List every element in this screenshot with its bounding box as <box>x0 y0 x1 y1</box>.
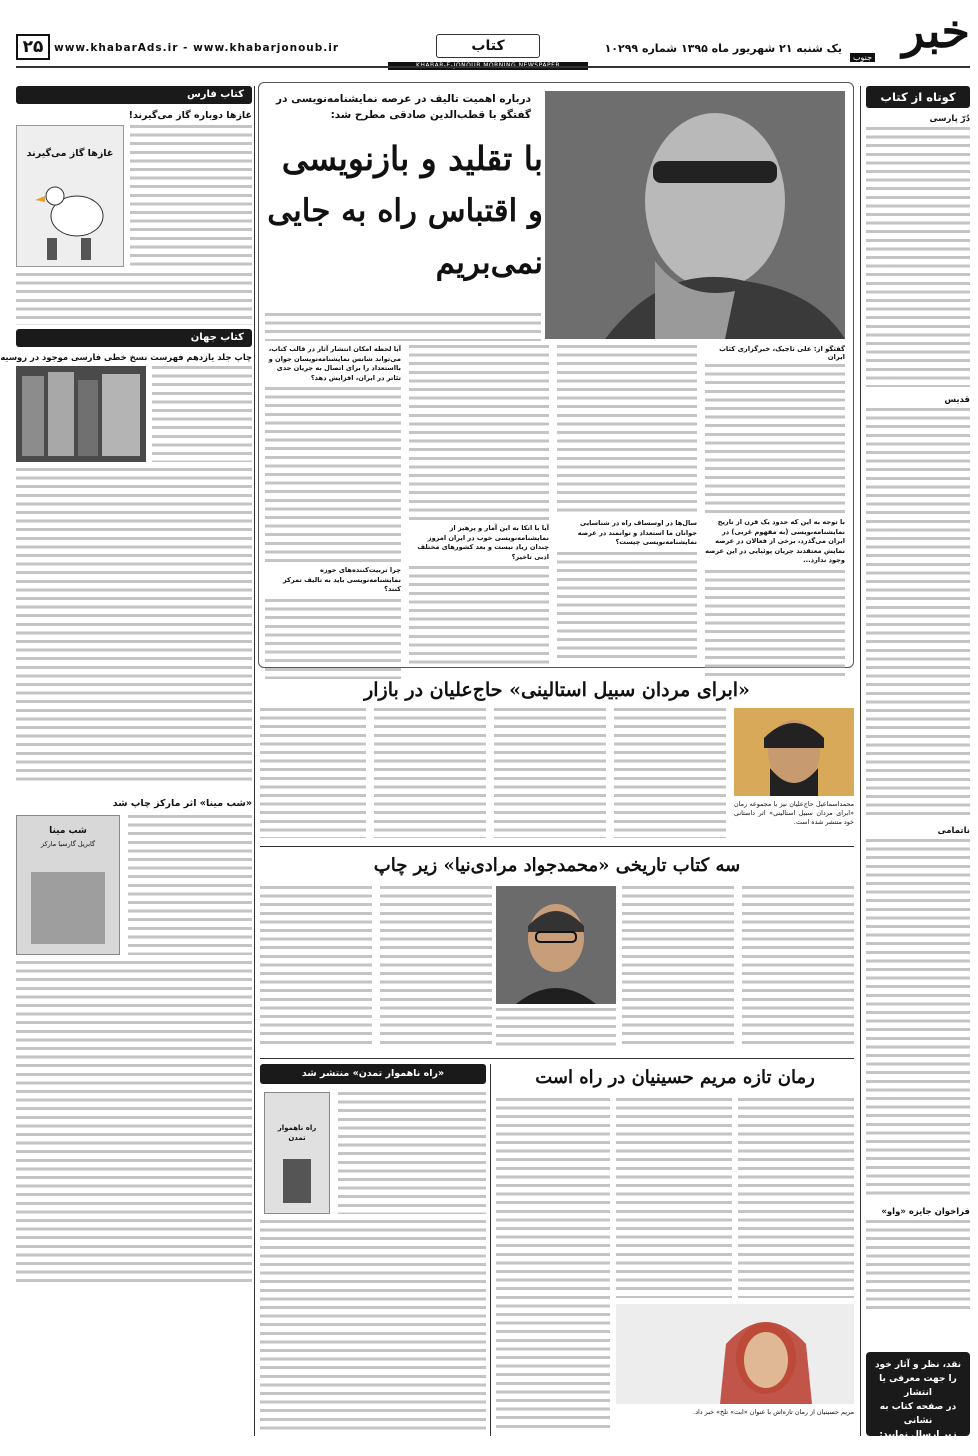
cover-image <box>283 1159 311 1203</box>
book-cover-title: راه ناهموار تمدن <box>277 1124 317 1142</box>
lead-byline: گفتگو از: علی تاجیک، خبرگزاری کتاب ایران <box>719 345 845 361</box>
submission-line-3: در صفحه کتاب به نشانی <box>879 1402 957 1426</box>
story-moradinia <box>260 852 854 1052</box>
book-cover-author: گابریل گارسیا مارکز <box>40 840 96 848</box>
item-ghadis <box>866 395 970 818</box>
story4-text <box>616 1098 732 1298</box>
lead-text <box>265 599 401 679</box>
story2-caption: محمداسماعیل حاج‌علیان نیز با مجموعه رمان «ابرای مردان سبیل استالینی» اثر داستانی خود منتشر شده است. <box>734 800 854 826</box>
divider <box>260 1058 854 1059</box>
lead-headline-line-2: و اقتباس راه به جایی <box>267 193 543 229</box>
newspaper-logo <box>850 4 970 64</box>
story4-caption: مریم حسینیان از رمان تازه‌اش با عنوان «ابت» تلخ» خبر داد. <box>693 1408 854 1416</box>
lead-story <box>258 82 854 668</box>
section-label-text: کتاب جهان <box>190 332 244 343</box>
story3-headline: سه کتاب تاریخی «محمدجواد مرادی‌نیا» زیر چاپ <box>373 855 741 876</box>
item-heading: دُرّ پارسی <box>929 114 970 124</box>
item-heading: قدیس <box>944 395 970 405</box>
lead-body-col-2 <box>557 345 697 663</box>
lead-question-3: آیا با اتکا به این آمار و پرهیز از نمایشنامه‌نویسی خوب در ایران امروز چندان زیاد نیست و بعد کشورهای مختلف ادبی تاخیر؟ <box>417 524 549 561</box>
portrait-illustration <box>734 708 854 796</box>
book-cover-tamadon <box>264 1092 330 1214</box>
site-links: www.khabarAds.ir - www.khabarjonoub.ir <box>54 42 340 54</box>
books-illustration <box>16 366 146 462</box>
lead-photo <box>545 91 845 339</box>
section-title: کتاب <box>436 34 540 58</box>
lead-text <box>557 345 697 515</box>
section-label-text: کتاب فارس <box>186 89 244 100</box>
date-line: یک شنبه ۲۱ شهریور ماه ۱۳۹۵ شماره ۱۰۲۹۹ <box>604 42 842 55</box>
divider <box>260 846 854 847</box>
submission-line-1: نقد، نظر و آثار خود <box>874 1360 962 1370</box>
lead-text <box>705 570 845 680</box>
story2-text <box>614 708 726 838</box>
item-body <box>866 839 970 1199</box>
sec1-title: غازها دوباره گاز می‌گیرند! <box>128 110 252 121</box>
lead-text <box>557 552 697 662</box>
story-hosseinian <box>496 1064 854 1436</box>
section-label-fars <box>16 86 252 104</box>
hajaliyan-photo <box>734 708 854 796</box>
right-column-divider <box>860 86 861 1436</box>
logo-sub: جنوب <box>850 53 875 62</box>
section-label-world <box>16 329 252 347</box>
story3-text <box>260 886 372 1048</box>
lead-text <box>409 566 549 666</box>
story3-text <box>380 886 492 1048</box>
lead-top-text <box>265 313 541 341</box>
lead-headline <box>265 133 543 289</box>
right-column <box>866 86 970 1453</box>
story5-text <box>338 1092 486 1214</box>
item-body <box>866 127 970 387</box>
lead-question-4: آیا لحظه امکان انتشار آثار در قالب کتاب، می‌تواند شانس نمایشنامه‌نویسان جوان و بااستعداد را برای اتصال به جریان جدی تئاتر در ایران، افزایش دهد؟ <box>268 345 401 382</box>
portrait-illustration <box>496 886 616 1004</box>
page-number: ۲۵ <box>16 34 50 60</box>
item-body <box>866 1220 970 1310</box>
hosseinian-photo <box>616 1304 854 1404</box>
masthead <box>8 0 978 68</box>
story-hajaliyan <box>260 676 854 842</box>
lead-body-col-4 <box>265 345 401 663</box>
story4-divider <box>490 1064 491 1436</box>
right-column-title: کوتاه از کتاب <box>866 86 970 108</box>
cover-image <box>31 872 105 944</box>
story3-text <box>622 886 734 1048</box>
lead-text <box>265 387 401 562</box>
sec1-body <box>16 125 252 325</box>
item-heading: فراخوان جایزه «واو» <box>881 1207 970 1217</box>
story2-text <box>494 708 606 838</box>
story4-headline: رمان تازه مریم حسینیان در راه است <box>535 1067 815 1088</box>
story2-text <box>374 708 486 838</box>
story2-headline: «ابرای مردان سبیل استالینی» حاج‌علیان در بازار <box>364 679 750 701</box>
lead-headline-line-1: با تقلید و بازنویسی <box>281 139 543 178</box>
left-column-divider <box>254 86 255 1436</box>
sec3-text <box>16 961 252 1285</box>
logo-text: خبر <box>902 4 970 58</box>
story-tamadon <box>260 1064 486 1436</box>
lead-body-col-3 <box>409 345 549 663</box>
book-cover-title: غازها گاز می‌گیرند <box>26 148 114 159</box>
manuscripts-photo <box>16 366 146 462</box>
story3-text <box>742 886 854 1048</box>
sec2-body <box>16 366 252 786</box>
lead-headline-line-3: نمی‌بریم <box>435 245 543 281</box>
story4-text <box>738 1098 854 1298</box>
sec2-text <box>16 468 252 786</box>
item-dorr-parsi <box>866 114 970 387</box>
masthead-rule <box>16 66 970 68</box>
sec3-body <box>16 815 252 1285</box>
lead-text <box>705 364 845 514</box>
submission-line-2: را جهت معرفی یا انتشار <box>879 1374 957 1398</box>
goose-illustration <box>17 166 123 266</box>
story4-text <box>496 1098 610 1432</box>
lead-text <box>409 345 549 520</box>
item-natamami <box>866 826 970 1199</box>
item-heading: ناتمامی <box>937 826 970 836</box>
portrait-illustration <box>616 1304 854 1404</box>
book-cover-shab-mina <box>16 815 120 955</box>
sec3-title: «شب مینا» اثر مارکز چاپ شد <box>112 798 252 809</box>
book-cover-title: شب مینا <box>49 826 87 836</box>
left-column <box>0 86 252 1436</box>
sec2-title: چاپ جلد یازدهم فهرست نسخ خطی فارسی موجود در روسیه <box>0 352 252 362</box>
portrait-illustration <box>545 91 845 339</box>
lead-question-5: چرا تربیت‌کننده‌های حوزه نمایشنامه‌نویسی باید به تالیف تمرکز کنند؟ <box>282 566 401 593</box>
lead-question-1: با توجه به این که حدود یک قرن از تاریخ نمایشنامه‌نویسی (به مفهوم غربی) در ایران می‌گذرد، برخی از فعالان در عرصه نمایش معتقدند جریان پوئیایی در این عرصه وجود ندارد... <box>705 518 845 564</box>
submission-email[interactable]: ketab@khabarads.com <box>871 1444 965 1453</box>
submission-box <box>866 1352 970 1453</box>
story3-text <box>496 1008 616 1048</box>
book-cover-ghazha <box>16 125 124 267</box>
story2-text <box>260 708 366 838</box>
sec1-text <box>16 273 252 325</box>
submission-line-4: زیر ارسال نمایید: <box>879 1430 957 1440</box>
lead-kicker: درباره اهمیت تالیف در عرصه نمایشنامه‌نویسی در گفتگو با قطب‌الدین صادقی مطرح شد: <box>269 91 531 123</box>
item-vav-award <box>866 1207 970 1310</box>
sec2-text <box>152 366 252 462</box>
sec1-text <box>130 125 252 267</box>
moradinia-photo <box>496 886 616 1004</box>
sec3-text <box>128 815 252 955</box>
lead-body-col-1 <box>705 345 845 663</box>
item-body <box>866 408 970 818</box>
lead-question-2: سال‌ها در اوسساف راه در شناسایی جوانان ما استعداد و توانمند در عرصه نمایشنامه‌نویسی چیست؟ <box>577 519 697 546</box>
story5-headline: «راه ناهموار تمدن» منتشر شد <box>260 1064 486 1084</box>
story5-text <box>260 1220 486 1432</box>
